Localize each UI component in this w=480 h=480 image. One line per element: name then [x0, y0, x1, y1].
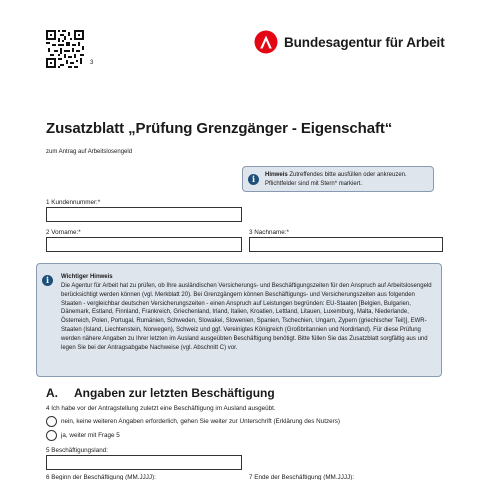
ba-logo-icon: [254, 30, 278, 54]
brand: [254, 30, 445, 54]
info-icon: i: [42, 275, 53, 286]
important-hint-title: Wichtiger Hinweis: [61, 274, 113, 280]
beschaeftigungsland-label: 5 Beschäftigungsland:: [46, 447, 108, 454]
brand-name: Bundesagentur für Arbeit: [284, 34, 445, 50]
radio-label: ja, weiter mit Frage 5: [61, 432, 120, 439]
section-a-letter: A.: [46, 386, 58, 400]
section-a-heading: [46, 386, 275, 400]
question-4-label: 4 Ich habe vor der Antragstellung zuletzt eine Beschäftigung im Ausland ausgeübt.: [46, 405, 276, 412]
radio-button[interactable]: [46, 430, 57, 441]
beginn-label: 6 Beginn der Beschäftigung (MM.JJJJ):: [46, 474, 156, 480]
kundennummer-label: 1 Kundennummer:*: [46, 199, 101, 206]
qr-code: [46, 30, 84, 68]
hint-body: Zutreffendes bitte ausfüllen oder ankreuzen. Pflichtfelder sind mit Stern* markiert.: [265, 172, 407, 187]
radio-option-ja[interactable]: [46, 430, 120, 441]
radio-label: nein, keine weiteren Angaben erforderlich, gehen Sie weiter zur Unterschrift (Erklärung des Nutzers): [61, 418, 340, 425]
ende-label: 7 Ende der Beschäftigung (MM.JJJJ):: [249, 474, 354, 480]
beschaeftigungsland-input[interactable]: [46, 455, 242, 470]
important-hint-box: [36, 263, 442, 377]
nachname-input[interactable]: [249, 237, 443, 252]
radio-option-nein[interactable]: [46, 416, 340, 427]
vorname-label: 2 Vorname:*: [46, 229, 81, 236]
hint-box: [242, 166, 434, 192]
info-icon: i: [248, 174, 259, 185]
nachname-label: 3 Nachname:*: [249, 229, 289, 236]
important-hint-body: Die Agentur für Arbeit hat zu prüfen, ob Ihre ausländischen Versicherungs- und Beschäftigungszeiten für den Anspruch auf Arbeitslosengeld berücksichtigt werden können (vgl. Merkblatt 20). Bei Grenzgängern können Beschäftigungs- und Versicherungszeiten aus folgenden Staaten - vergleichbar deutschen Versicherungszeiten - einen Anspruch auf Leistungen begründen: EU-Staaten [Belgien, Bulgarien, Dänemark, Estland, Finnland, Frankreich, Griechenland, Irland, Italien, Kroatien, Lettland, Litauen, Luxemburg, Malta, Niederlande, Österreich, Polen, Portugal, Rumänien, Schweden, Slowakei, Slowenien, Spanien, Tschechien, Ungarn, Zypern (griechischer Teil)], EWR-Staaten (Island, Liechtenstein, Norwegen), Schweiz und ggf. Vereinigtes Königreich (Großbritannien und Nordirland). Für diese Prüfung werden nähere Angaben zu Ihrer letzten im Ausland ausgeübten Beschäftigung benötigt. Bitte füllen Sie das Zusatzblatt sorgfältig aus und legen Sie bei der Antragsabgabe Nachweise (vgl. Abschnitt C) vor.: [61, 283, 432, 351]
hint-text: [265, 171, 431, 188]
radio-button[interactable]: [46, 416, 57, 427]
section-a-title: Angaben zur letzten Beschäftigung: [74, 386, 275, 400]
vorname-input[interactable]: [46, 237, 242, 252]
kundennummer-input[interactable]: [46, 207, 242, 222]
hint-label: Hinweis: [265, 172, 288, 178]
page-subtitle: zum Antrag auf Arbeitslosengeld: [46, 149, 133, 155]
page-title: Zusatzblatt „Prüfung Grenzgänger - Eigenschaft“: [46, 120, 393, 137]
page-number: 3: [90, 60, 94, 66]
